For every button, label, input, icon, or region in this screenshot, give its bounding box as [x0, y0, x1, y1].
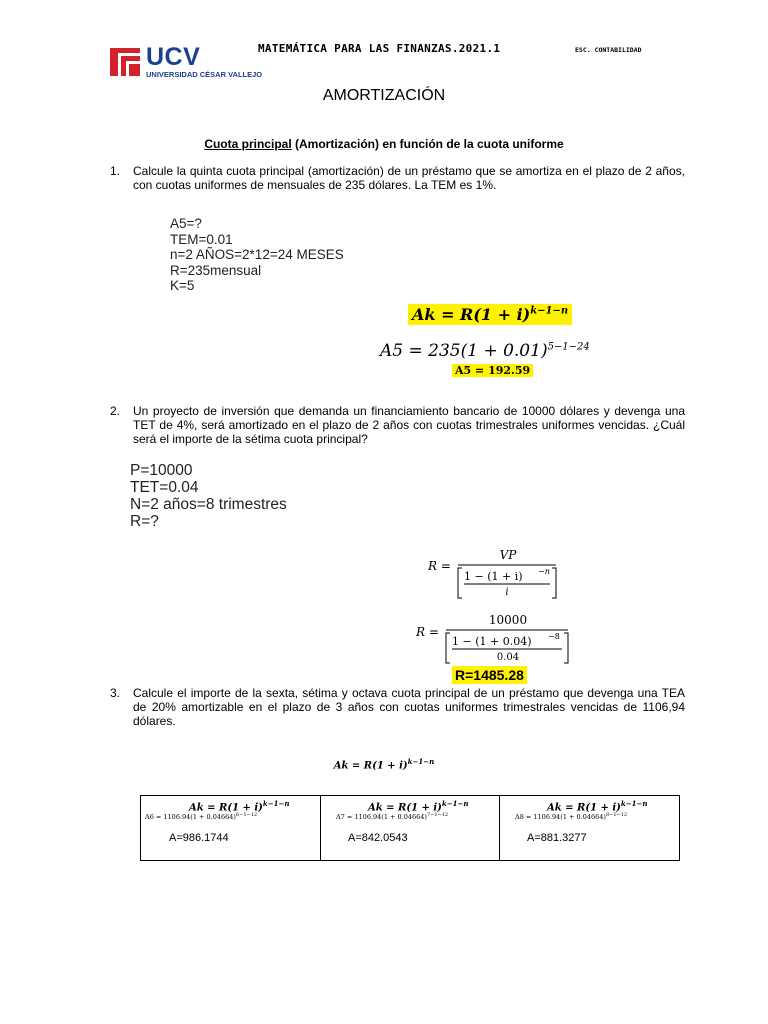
ucv-logo-mark-icon	[108, 44, 142, 78]
formula-body: Ak = R(1 + i)	[412, 305, 531, 324]
formula-body: Ak = R(1 + i)	[333, 760, 408, 772]
table-cell-a7	[320, 796, 500, 860]
problem-number: 2.	[110, 404, 121, 418]
formula-r-den-top: 1 − (1 + i)	[464, 570, 523, 583]
given-line: K=5	[170, 278, 195, 293]
problem-3	[110, 686, 685, 730]
cell-substitution	[515, 812, 627, 821]
formula-r-den-bottom: i	[505, 587, 509, 598]
school-label: ESC. CONTABILIDAD	[575, 46, 642, 54]
cell-formula-body: Ak = R(1 + i)	[368, 802, 442, 814]
formula-exponent: k−1−n	[407, 757, 435, 766]
calc-r-den-top: 1 − (1 + 0.04)	[452, 635, 532, 648]
formula-amortization-3	[0, 757, 768, 771]
given-line: N=2 años=8 trimestres	[130, 496, 287, 513]
given-line: R=235mensual	[170, 262, 262, 278]
cell-formula-exp: k−1−n	[620, 799, 648, 808]
problem-1	[110, 164, 685, 194]
given-line: TET=0.04	[130, 479, 199, 496]
logo-text: UCV	[146, 43, 201, 71]
problem-2-given	[130, 462, 287, 530]
cell-sub-exp: 7−1−12	[426, 812, 449, 818]
problem-1-given	[170, 216, 344, 294]
problem-text: Un proyecto de inversión que demanda un financiamiento bancario de 10000 dólares y devenga una TET de 4%, será amortizado en el plazo de 2 años con cuotas trimestrales uniformes vencidas. ¿Cuál será el importe de la sétima cuota principal?	[133, 404, 685, 446]
formula-amortization	[408, 304, 572, 325]
cell-answer: A=842.0543	[348, 832, 408, 844]
problem-text: Calcule el importe de la sexta, sétima y octava cuota principal de un préstamo que devenga una TEA de 20% amortizable en el plazo de 3 años con cuotas uniformes trimestrales vencidas de 1106,94 dólares.	[133, 686, 685, 728]
problem-2	[110, 404, 685, 448]
given-line: R=?	[130, 513, 159, 530]
result-a5: A5 = 192.59	[452, 364, 533, 377]
section-subtitle	[0, 137, 768, 151]
formula-r-den-exp: −n	[538, 567, 550, 576]
cell-sub-body: A8 = 1106.94(1 + 0.04664)	[515, 813, 606, 822]
calc-body: A5 = 235(1 + 0.01)	[380, 341, 548, 361]
calc-r-numerator: 10000	[488, 613, 528, 627]
problem-number: 3.	[110, 686, 121, 700]
formula-r-general	[420, 540, 570, 602]
course-title: MATEMÁTICA PARA LAS FINANZAS.2021.1	[258, 42, 501, 55]
formula-r-numerator: VP	[499, 548, 517, 562]
problem-number: 1.	[110, 164, 121, 178]
cell-substitution	[336, 812, 448, 821]
problem-text: Calcule la quinta cuota principal (amortización) de un préstamo que se amortiza en el plazo de 2 años, con cuotas uniformes de mensuales de 235 dólares. La TEM es 1%.	[133, 164, 685, 192]
cell-sub-exp: 6−1−12	[235, 812, 258, 818]
cell-sub-body: A6 = 1106.94(1 + 0.04664)	[145, 813, 236, 822]
calc-r-den-exp: −8	[548, 632, 560, 641]
given-line: n=2 AÑOS=2*12=24 MESES	[170, 247, 344, 262]
calc-a5	[380, 341, 590, 361]
given-line: P=10000	[130, 462, 193, 479]
cell-formula-body: Ak = R(1 + i)	[189, 802, 263, 814]
cell-sub-exp: 8−1−12	[605, 812, 628, 818]
cell-answer: A=986.1744	[169, 832, 229, 844]
given-line: TEM=0.01	[170, 231, 233, 247]
cell-substitution	[145, 812, 257, 821]
cell-sub-body: A7 = 1106.94(1 + 0.04664)	[336, 813, 427, 822]
table-cell-a6	[141, 796, 321, 860]
result-r: R=1485.28	[452, 666, 527, 684]
calc-r-lhs: R =	[416, 625, 439, 639]
cell-answer: A=881.3277	[527, 832, 587, 844]
cell-formula-exp: k−1−n	[441, 799, 469, 808]
subtitle-rest: (Amortización) en función de la cuota uniforme	[291, 137, 564, 151]
cell-formula-exp: k−1−n	[262, 799, 290, 808]
calc-r-den-bottom: 0.04	[496, 652, 520, 663]
logo-subtext: UNIVERSIDAD CÉSAR VALLEJO	[146, 70, 263, 79]
formula-exponent: k−1−n	[530, 305, 569, 317]
results-table	[140, 795, 680, 861]
table-cell-a8	[499, 796, 677, 860]
formula-r-lhs: R =	[428, 559, 451, 573]
formula-r-calc	[412, 608, 572, 666]
page-title: AMORTIZACIÓN	[322, 87, 446, 104]
subtitle-underlined: Cuota principal	[204, 137, 292, 151]
cell-formula-body: Ak = R(1 + i)	[547, 802, 621, 814]
given-line: A5=?	[170, 216, 202, 231]
calc-exponent: 5−1−24	[547, 341, 590, 353]
ucv-logo	[108, 43, 263, 80]
